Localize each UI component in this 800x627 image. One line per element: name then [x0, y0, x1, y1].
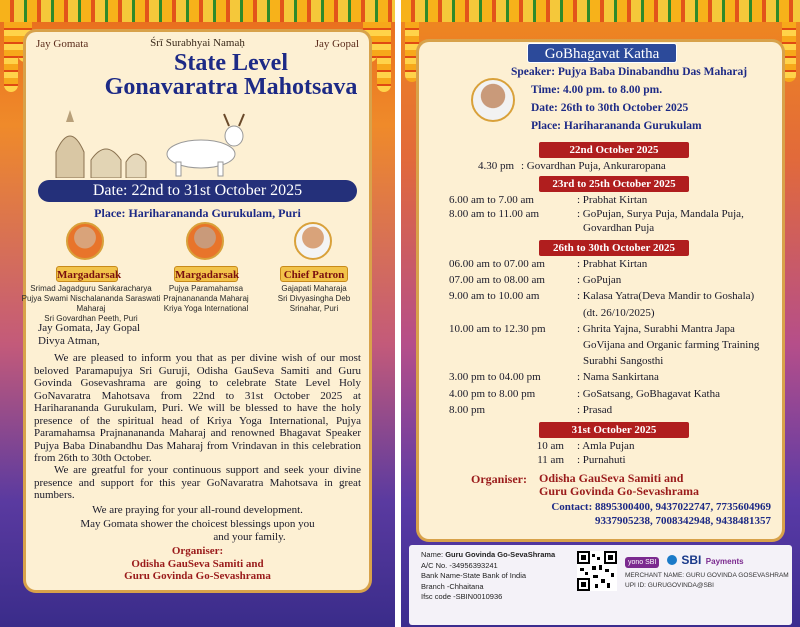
merchant-info [625, 571, 789, 591]
patron-details [158, 284, 254, 314]
flower-garland [0, 0, 395, 22]
invitation-paragraph: We are greatful for your continuous support and seek your divine presence and support for this year GoNavaratra Mahotsava in great numbers. [34, 464, 361, 501]
schedule-time: 6.00 am to 7.00 am [449, 194, 534, 206]
schedule-time: 10 am [536, 440, 564, 452]
schedule-row [449, 404, 782, 416]
organiser-label: Organiser: [471, 472, 527, 486]
role-badge: Margadarsak [174, 266, 238, 282]
account-number: A/C No. -34956393241 [421, 560, 498, 570]
katha-time: Time: 4.00 pm. to 8.00 pm. [531, 84, 663, 96]
jay-gopal-text: Jay Gopal [314, 38, 359, 50]
bank-info [421, 550, 555, 603]
yono-logo: yono SBI [625, 557, 659, 568]
invitation-paragraph: May Gomata shower the choicest blessings upon you [80, 518, 315, 530]
patron-line: Prajnanananda Maharaj [163, 294, 249, 303]
bank-details-panel [409, 545, 792, 625]
schedule-time: 4.30 pm [477, 160, 514, 172]
schedule-heading: 23rd to 25th October 2025 [539, 176, 689, 192]
upi-id: UPI ID: GURUGOVINDA@SBI [625, 582, 714, 589]
patrons-section [21, 222, 369, 323]
title-line-2: Gonavaratra Mahotsava [104, 74, 358, 100]
patron-line: Gajapati Maharaja [281, 284, 347, 293]
merchant-name: MERCHANT NAME: GURU GOVINDA GOSEVASHRAM [625, 572, 789, 579]
garland-drape [782, 22, 796, 82]
invitation-paragraph: We are praying for your all-round development. [92, 504, 303, 516]
schedule-activity: (dt. 26/10/2025) [583, 306, 655, 319]
sbi-logo-icon [667, 555, 677, 565]
organiser-line: Odisha GauSeva Samiti and [131, 558, 264, 570]
schedule-row [449, 388, 782, 400]
contact-line: Contact: 8895300400, 9437022747, 7735604969 [551, 501, 771, 513]
schedule-row [449, 371, 782, 383]
patron-line: Pujya Paramahamsa [168, 284, 244, 293]
garland-drape [405, 22, 419, 82]
invitation-left-panel [0, 0, 395, 627]
schedule-activity: : Govardhan Puja, Ankuraropana [521, 160, 666, 172]
schedule-activity: : GoPujan, Surya Puja, Mandala Puja, [577, 208, 744, 220]
title-line-1: State Level [174, 50, 288, 76]
schedule-row [449, 339, 782, 351]
greeting-line: Jay Gomata, Jay Gopal [38, 322, 141, 334]
organiser-line: Odisha GauSeva Samiti and [539, 471, 684, 485]
organiser-line: Guru Govinda Go-Sevashrama [124, 570, 271, 582]
schedule-row [449, 323, 782, 335]
schedule-row [449, 290, 782, 302]
schedule-heading: 22nd October 2025 [539, 142, 689, 158]
patron-line: Kriya Yoga International [163, 304, 249, 313]
schedule-activity: : Prabhat Kirtan [577, 258, 648, 270]
schedule-row [449, 194, 782, 206]
schedule-activity: : Prabhat Kirtan [577, 194, 648, 206]
page-title [96, 51, 366, 99]
schedule-activity: : GoSatsang, GoBhagavat Katha [577, 387, 720, 400]
flower-garland [401, 0, 800, 22]
role-badge: Margadarsak [56, 266, 118, 282]
schedule-activity: : GoPujan [577, 274, 622, 287]
schedule-time: 3.00 pm to 04.00 pm [449, 371, 541, 384]
patron-line: Srinahar, Puri [289, 304, 339, 313]
role-badge: Chief Patron [280, 266, 348, 282]
schedule-time: 06.00 am to 07.00 am [449, 258, 545, 270]
contact-info [485, 500, 771, 528]
sbi-text: SBI [681, 553, 702, 567]
schedule-time: 4.00 pm to 8.00 pm [449, 387, 536, 400]
account-name: Name: Guru Govinda Go-SevaShrama [421, 550, 556, 559]
sbi-payments-logo [625, 551, 744, 569]
patron-line: Sri Govardhan Peeth, Puri [44, 314, 138, 323]
schedule-time: 8.00 pm [449, 403, 486, 416]
schedule-activity: Surabhi Sangosthi [583, 355, 664, 368]
schedule-time: 07.00 am to 08.00 am [449, 274, 545, 287]
jay-gomata-text: Jay Gomata [36, 38, 89, 50]
schedule-row [449, 355, 782, 367]
avatar [294, 222, 332, 260]
venue-text: Place: Hariharananda Gurukulam, Puri [94, 206, 301, 220]
subtitle: Śrī Surabhyai Namaḥ [150, 37, 245, 49]
schedule-activity: : Ghrita Yajna, Surabhi Mantra Japa [577, 322, 735, 335]
schedule-row [449, 258, 782, 270]
patron-details [266, 284, 362, 314]
schedule-time: 8.00 am to 11.00 am [449, 208, 540, 220]
schedule-row [449, 222, 782, 234]
schedule-card [419, 42, 782, 539]
temple-cow-illustration [36, 102, 246, 178]
avatar [186, 222, 224, 260]
invitation-paragraph: We are pleased to inform you that as per divine wish of our most beloved Paramapujya Sri Guruji, Odisha GauSeva Samiti and Guru Govinda Gosevashrama are going to celebrate State Level Holy GoNavaratra Mahotsava from 22nd to 31st October 2025 at Hariharananda Gurukulam, Puri. We will be blessed to have the holy presence of the spiritual head of Kriya Yoga International, Pujya Paramahamsa Prajnanananda Maharaj and renowned Bhagavat Speaker Pujya Baba Dinabandhu Das Maharaj from Vrindavan in this celebration from 26th to 30th October. [34, 352, 361, 464]
schedule-row [449, 307, 782, 319]
schedule-row [419, 160, 782, 172]
schedule-time: 9.00 am to 10.00 am [449, 290, 540, 303]
invitation-card [21, 32, 369, 590]
patron-line: Sri Divyasingha Deb [277, 294, 351, 303]
katha-date: Date: 26th to 30th October 2025 [531, 102, 689, 114]
organiser-label: Organiser: [171, 545, 224, 557]
schedule-activity: GoVijana and Organic farming Training [583, 339, 760, 351]
schedule-activity: : Prasad [577, 403, 613, 416]
bank-branch: Branch -Chhaitana [421, 581, 484, 591]
organiser-line: Guru Govinda Go-Sevashrama [539, 484, 700, 498]
schedule-right-panel [401, 0, 800, 627]
avatar [66, 222, 104, 260]
schedule-time: 11 am [537, 454, 564, 466]
schedule-activity: : Nama Sankirtana [577, 371, 659, 384]
patron-line: Srimad Jagadguru Sankaracharya [30, 284, 152, 293]
avatar [471, 78, 515, 122]
katha-title-banner: GoBhagavat Katha [527, 43, 677, 63]
patron-line: Pujya Swami Nischalananda Saraswati Maharaj [21, 294, 161, 313]
schedule-heading: 31st October 2025 [539, 422, 689, 438]
schedule-activity: : Purnahuti [577, 454, 626, 466]
garland-drape [4, 22, 18, 92]
organiser-names [539, 472, 699, 498]
schedule-activity: : Kalasa Yatra(Deva Mandir to Goshala) [577, 290, 755, 303]
payments-text: Payments [705, 557, 744, 566]
patron-details [16, 284, 166, 324]
speaker-text: Speaker: Pujya Baba Dinabandhu Das Maharaj [510, 66, 748, 78]
schedule-activity: : Amla Pujan [577, 440, 635, 452]
schedule-row [449, 208, 782, 220]
ifsc-code: Ifsc code -SBIN0010936 [421, 592, 503, 601]
schedule-heading: 26th to 30th October 2025 [539, 240, 689, 256]
garland-drape [377, 22, 391, 92]
date-banner: Date: 22nd to 31st October 2025 [38, 180, 357, 202]
qr-code[interactable] [577, 551, 617, 591]
bank-name: Bank Name-State Bank of India [421, 571, 527, 580]
organiser-names [26, 558, 369, 582]
greeting [38, 322, 140, 348]
contact-line: 9337905238, 7008342948, 9438481357 [595, 515, 771, 527]
katha-place: Place: Hariharananda Gurukulam [531, 120, 702, 132]
schedule-row [449, 454, 782, 466]
schedule-row [449, 440, 782, 452]
invitation-paragraph: and your family. [213, 531, 286, 543]
schedule-row [449, 274, 782, 286]
schedule-activity: Govardhan Puja [583, 222, 655, 234]
greeting-line: Divya Atman, [38, 335, 100, 347]
schedule-time: 10.00 am to 12.30 pm [449, 322, 546, 335]
